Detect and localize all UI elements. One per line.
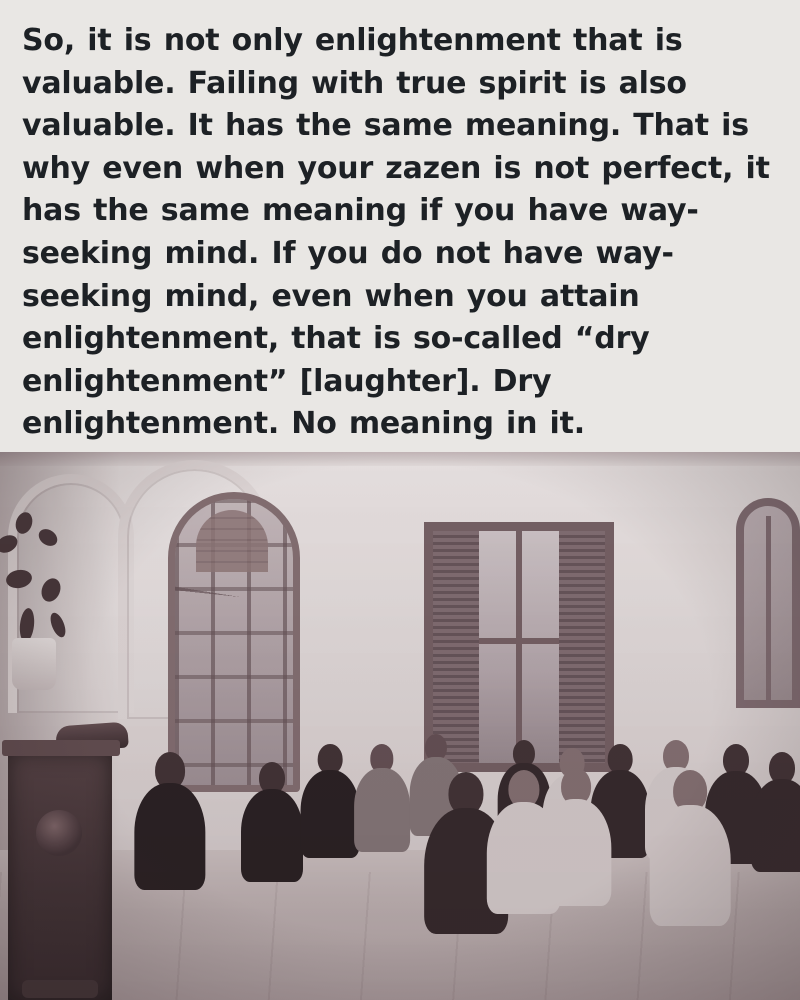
person-body [354, 768, 410, 852]
quote-block [0, 0, 800, 452]
flower-arrangement [0, 512, 110, 652]
flower-vase [12, 638, 56, 690]
flower-stem [38, 575, 64, 604]
altar-foot [22, 980, 98, 998]
person-body [241, 789, 303, 882]
kneeling-person-foreground-right [645, 770, 736, 926]
seated-person-row-right-5 [747, 752, 800, 872]
altar-top [2, 740, 120, 756]
person-body [134, 783, 205, 890]
person-body [751, 779, 800, 872]
seated-person-back-left [351, 744, 414, 852]
flower-stem [13, 510, 35, 536]
ceiling-edge [0, 452, 800, 466]
altar-medallion [36, 810, 82, 856]
seated-monk-left-front [130, 752, 211, 890]
window-glass [479, 531, 559, 763]
altar-stand [8, 752, 112, 1000]
photograph [0, 452, 800, 1000]
shutter-left [433, 531, 479, 763]
flower-stem [5, 568, 34, 590]
person-body [650, 805, 731, 926]
flower-stem [36, 526, 61, 550]
arched-window-right [736, 498, 800, 708]
quote-text: So, it is not only enlightenment that is valuable. Failing with true spirit is also valuable. It has the same meaning. That is why even when your zazen is not perfect, it has the same meaning if you have way-seeking mind. If you do not have way-seeking mind, even when you attain enlightenment, that is so-called “dry enlightenment” [laughter]. Dry enlightenment. No meaning in it. [22, 23, 770, 442]
photo-canvas [0, 452, 800, 1000]
person-body [540, 799, 611, 906]
flower-stem [0, 532, 20, 556]
kneeling-person-foreground-3 [536, 768, 617, 906]
shutter-right [559, 531, 605, 763]
flower-stem [48, 611, 69, 640]
